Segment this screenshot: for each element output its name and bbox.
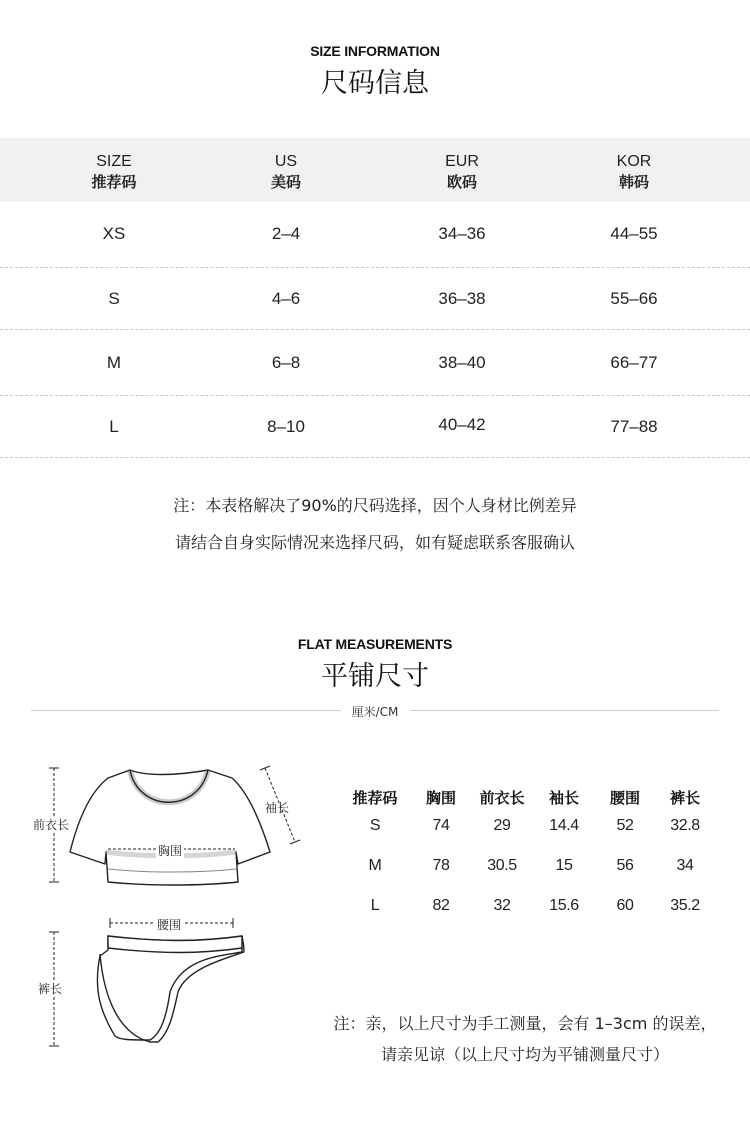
flat-cell: 74 xyxy=(432,817,450,834)
flat-cell: 34 xyxy=(676,857,694,874)
flat-cell: 78 xyxy=(432,857,450,874)
table-cell: 55–66 xyxy=(610,289,658,308)
flat-cell: L xyxy=(370,897,380,914)
flat-cell: 30.5 xyxy=(487,857,517,874)
table-cell: 77–88 xyxy=(610,417,658,436)
flat-cell: 15 xyxy=(555,857,573,874)
flat-cell: 52 xyxy=(616,817,634,834)
crop-top-illustration xyxy=(70,770,270,885)
label-waist: 腰围 xyxy=(157,918,182,932)
label-sleeve: 袖长 xyxy=(265,801,290,815)
table-cell: 8–10 xyxy=(267,417,305,436)
flat-cell: 32.8 xyxy=(670,817,700,834)
table-cell: 66–77 xyxy=(610,353,658,372)
flat-cell: M xyxy=(368,857,382,874)
header-size: SIZE 推荐码 xyxy=(91,153,137,191)
size-info-title-cn: 尺码信息 xyxy=(321,68,429,99)
row-divider xyxy=(0,457,750,458)
flat-cell: 56 xyxy=(616,857,634,874)
flat-header: 推荐码 xyxy=(352,789,398,807)
flat-header: 腰围 xyxy=(609,789,640,807)
header-eur: EUR 欧码 xyxy=(445,153,479,191)
table-cell: S xyxy=(108,289,120,308)
table-cell: 34–36 xyxy=(438,224,486,243)
table-cell: M xyxy=(106,353,122,372)
table-cell: 2–4 xyxy=(271,224,301,243)
size-info-title-en: SIZE INFORMATION xyxy=(310,43,440,59)
row-divider xyxy=(0,329,750,330)
flat-cell: 32 xyxy=(493,897,511,914)
table-cell: 44–55 xyxy=(610,224,658,243)
table-cell: 38–40 xyxy=(438,353,486,372)
flat-cell: 82 xyxy=(432,897,450,914)
divider-right xyxy=(410,710,719,711)
header-kor: KOR 韩码 xyxy=(616,153,652,191)
label-top-length: 前衣长 xyxy=(33,818,70,832)
table-cell: 40–42 xyxy=(438,415,486,434)
flat-title-cn: 平铺尺寸 xyxy=(321,661,429,692)
flat-cell: 14.4 xyxy=(549,817,579,834)
table-cell: 36–38 xyxy=(438,289,486,308)
flat-header: 袖长 xyxy=(548,789,579,807)
table-cell: 6–8 xyxy=(271,353,301,372)
table-cell: XS xyxy=(102,224,126,243)
briefs-illustration xyxy=(97,936,244,1042)
flat-header: 胸围 xyxy=(425,789,456,807)
unit-label: 厘米/CM xyxy=(351,705,399,719)
table-cell: 4–6 xyxy=(271,289,301,308)
flat-note-line2: 请亲见谅（以上尺寸均为平铺测量尺寸） xyxy=(380,1045,669,1064)
flat-header: 前衣长 xyxy=(479,789,525,807)
flat-cell: 60 xyxy=(616,897,634,914)
flat-header: 裤长 xyxy=(669,789,700,807)
label-pants-length: 裤长 xyxy=(38,982,63,996)
flat-note-line1: 注：亲，以上尺寸为手工测量，会有 1–3cm 的误差， xyxy=(333,1014,717,1033)
size-note-line2: 请结合自身实际情况来选择尺码，如有疑虑联系客服确认 xyxy=(174,533,575,552)
label-chest: 胸围 xyxy=(158,844,183,858)
divider-left xyxy=(31,710,341,711)
flat-title-en: FLAT MEASUREMENTS xyxy=(297,636,453,652)
table-cell: L xyxy=(109,417,119,436)
flat-cell: 35.2 xyxy=(670,897,700,914)
row-divider xyxy=(0,395,750,396)
flat-cell: S xyxy=(369,817,381,834)
flat-cell: 29 xyxy=(493,817,511,834)
header-us: US 美码 xyxy=(270,153,301,191)
row-divider xyxy=(0,267,750,268)
flat-cell: 15.6 xyxy=(549,897,579,914)
size-note-line1: 注：本表格解决了90%的尺码选择，因个人身材比例差异 xyxy=(173,496,577,515)
